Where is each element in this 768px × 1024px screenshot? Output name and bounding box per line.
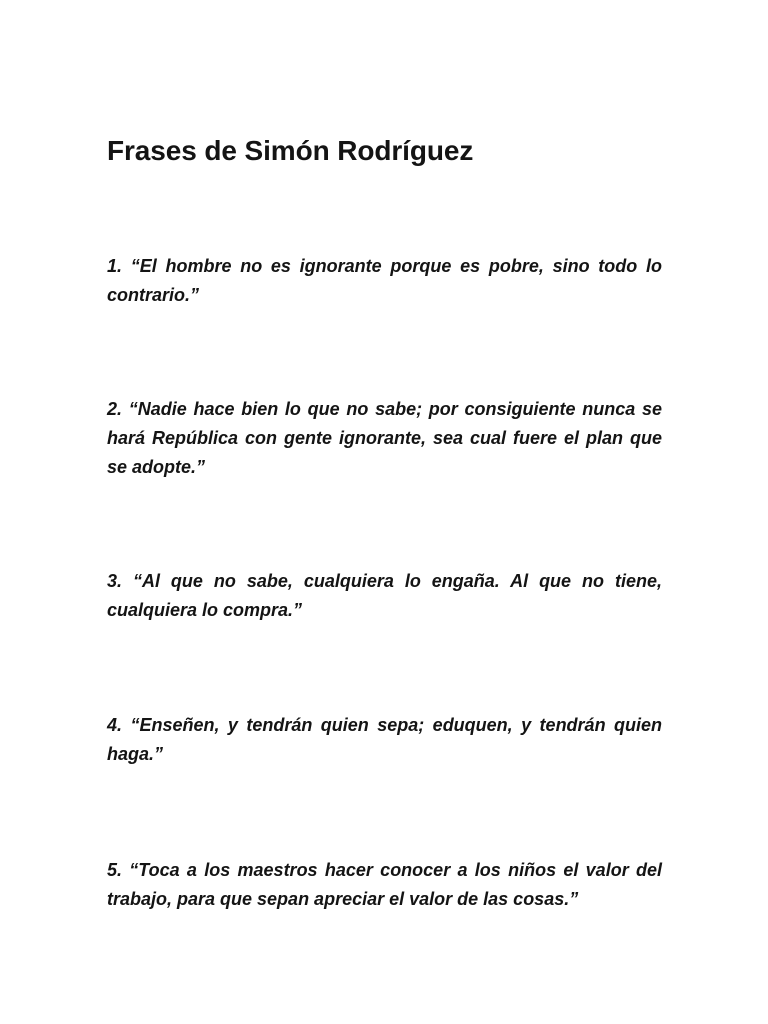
quote-4: 4. “Enseñen, y tendrán quien sepa; eduquen, y tendrán quien haga.” xyxy=(107,715,662,764)
quote-5: 5. “Toca a los maestros hacer conocer a los niños el valor del trabajo, para que sepan apreciar el valor de las cosas.” xyxy=(107,860,662,909)
quote-3: 3. “Al que no sabe, cualquiera lo engaña. Al que no tiene, cualquiera lo compra.” xyxy=(107,571,662,620)
quote-1: 1. “El hombre no es ignorante porque es pobre, sino todo lo contrario.” xyxy=(107,256,662,305)
page-title: Frases de Simón Rodríguez xyxy=(107,135,474,166)
quote-2: 2. “Nadie hace bien lo que no sabe; por consiguiente nunca se hará República con gente ignorante, sea cual fuere el plan que se adopte.” xyxy=(107,399,662,477)
